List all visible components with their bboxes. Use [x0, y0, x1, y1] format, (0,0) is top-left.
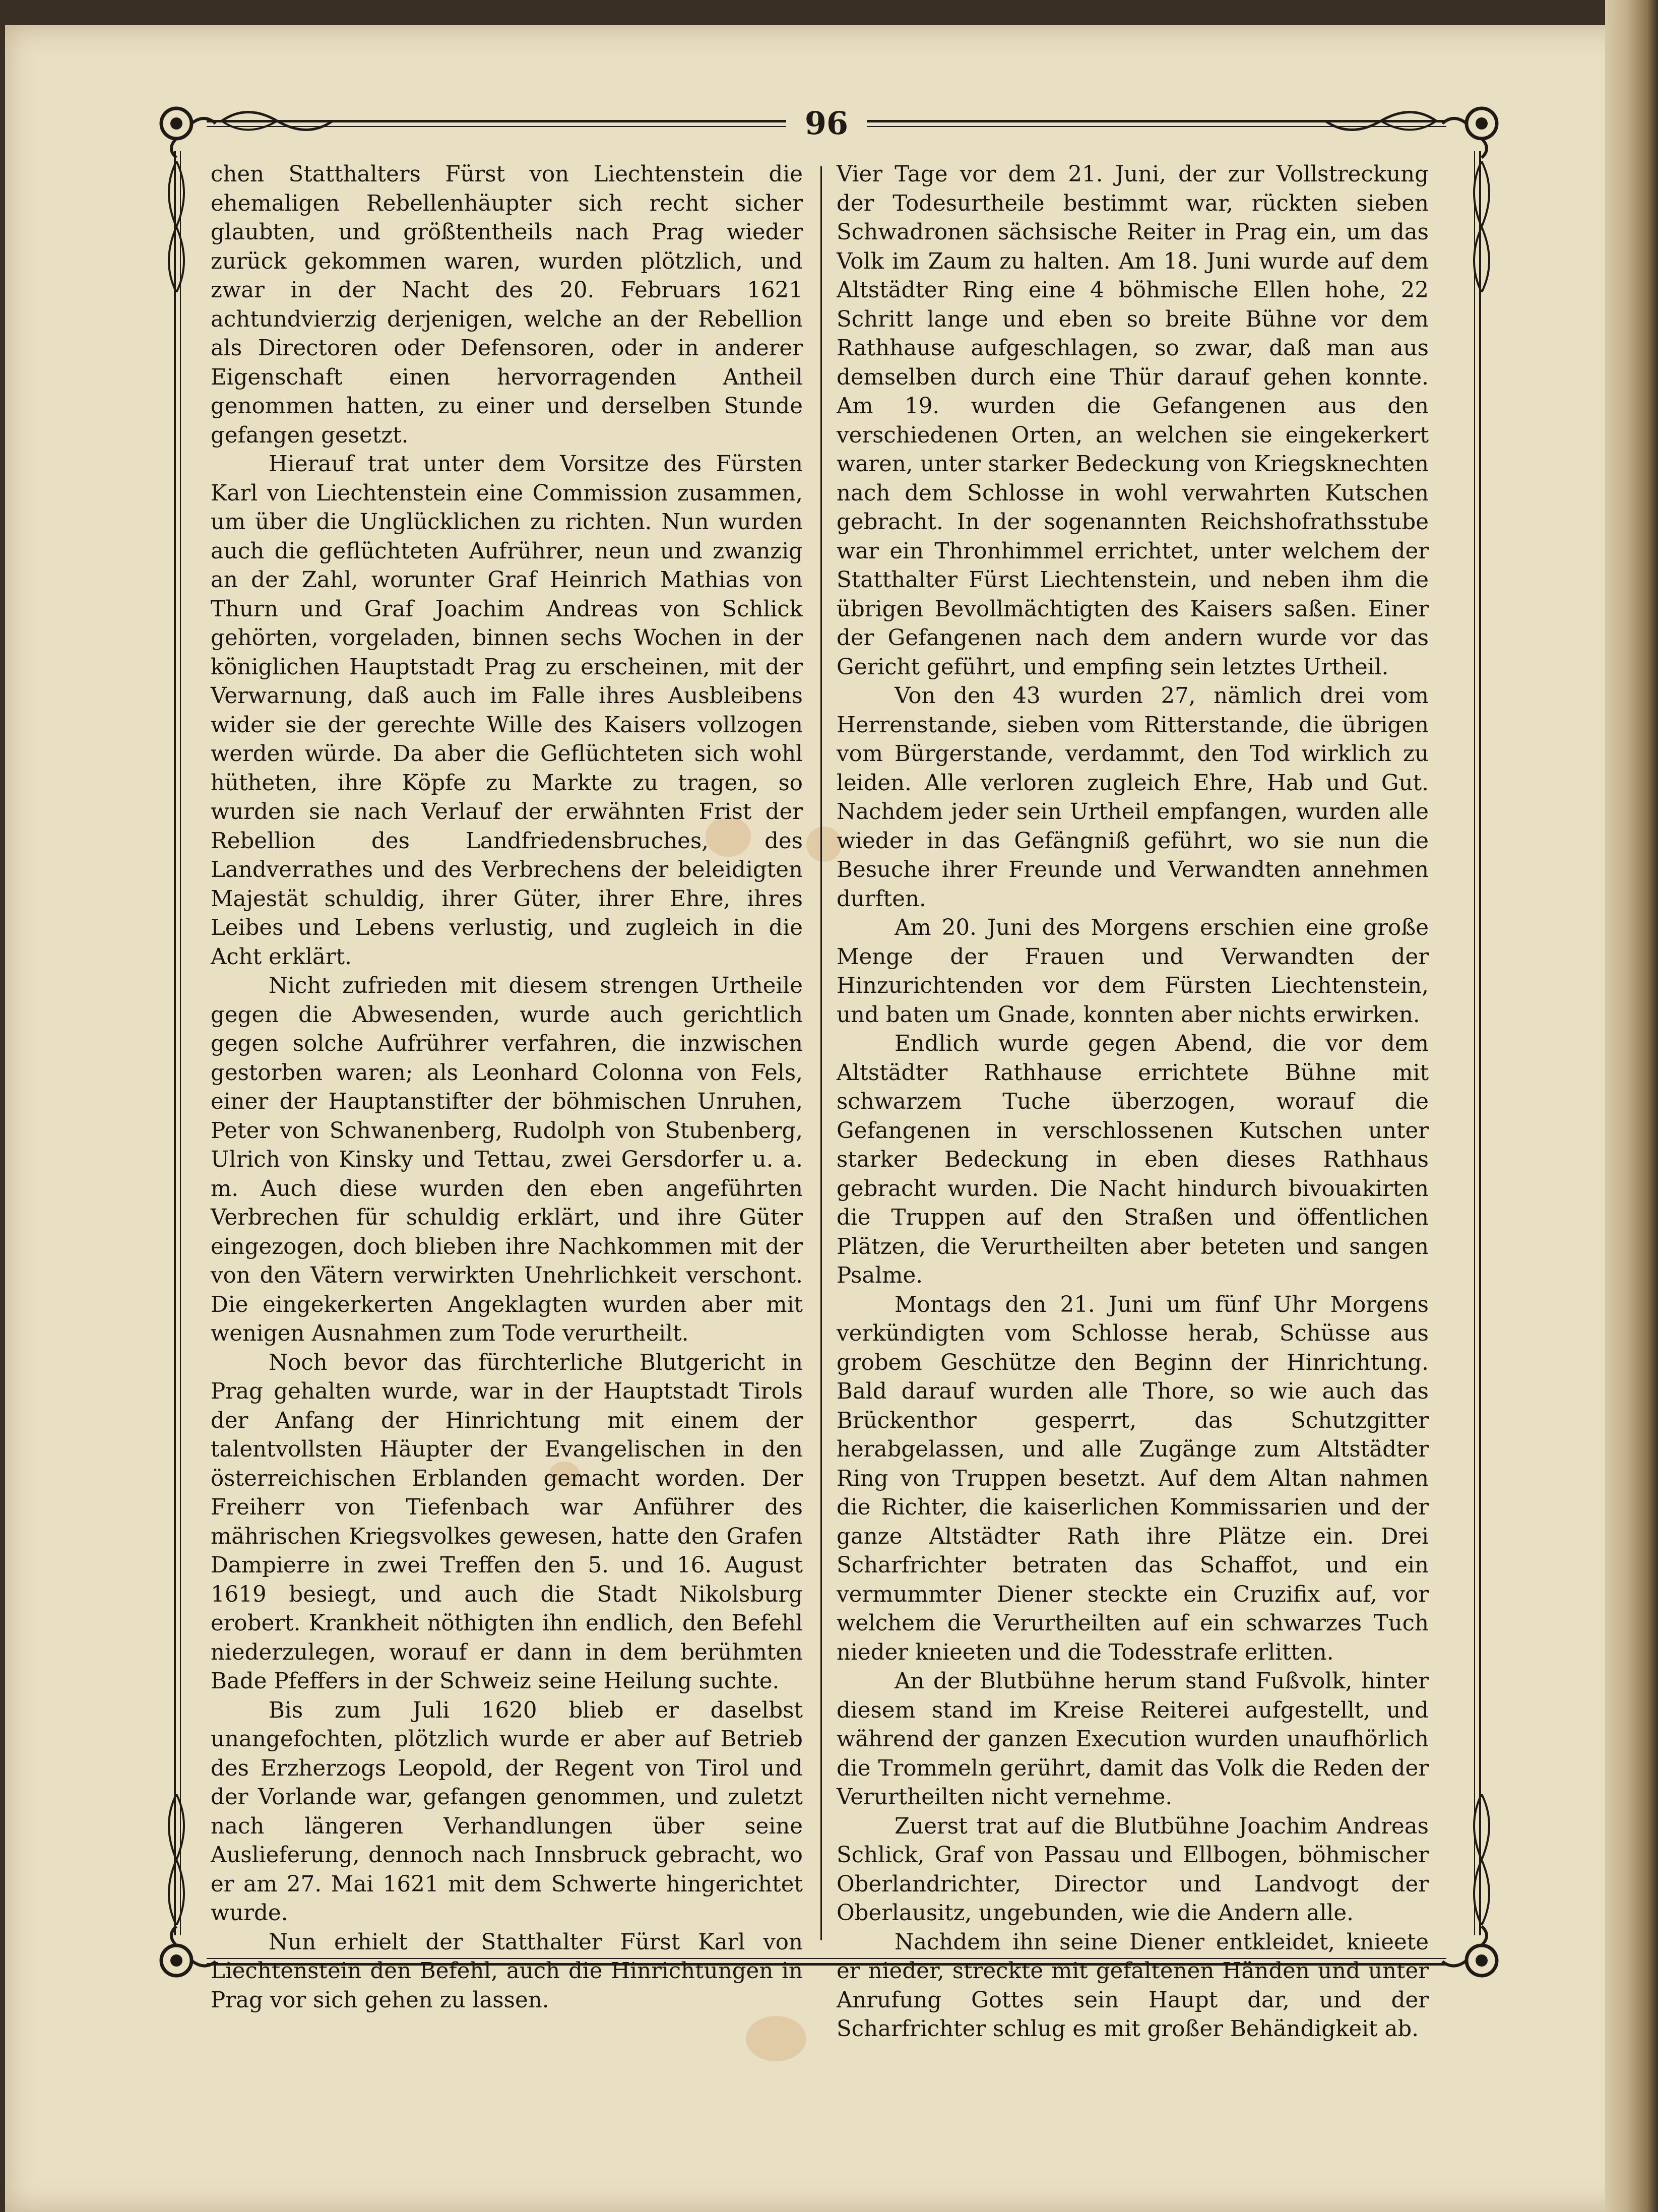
paragraph: chen Statthalters Fürst von Liechtenstein die ehemaligen Rebellenhäupter sich recht sicher glaubten, und größtentheils nach Prag wieder zurück gekommen waren, wurden plötzlich, und zwar in der Nacht des 20. Februars 1621 achtundvierzig derjenigen, welche an der Rebellion als Directoren oder Defensoren, oder in anderer Eigenschaft einen hervorragenden Antheil genommen hatten, zu einer und derselben Stunde gefangen gesetzt. — [211, 162, 803, 448]
paragraph: Vier Tage vor dem 21. Juni, der zur Vollstreckung der Todesurtheile bestimmt war, rückten sieben Schwadronen sächsische Reiter in Prag ein, um das Volk im Zaum zu halten. Am 18. Juni wurde auf dem Altstädter Ring eine 4 böhmische Ellen hohe, 22 Schritt lange und eben so breite Bühne vor dem Rathhause aufgeschlagen, so zwar, daß man aus demselben durch eine Thür darauf gehen konnte. Am 19. wurden die Gefangenen aus den verschiedenen Orten, an welchen sie eingekerkert waren, unter starker Bedeckung von Kriegsknechten nach dem Schlosse in wohl verwahrten Kutschen gebracht. In der sogenannten Reichshofrathsstube war ein Thronhimmel errichtet, unter welchem der Statthalter Fürst Liechtenstein, und neben ihm die übrigen Bevollmächtigten des Kaisers saßen. Einer der Gefangenen nach dem andern wurde vor das Gericht geführt, und empfing sein letztes Urtheil. — [837, 162, 1429, 680]
corner-ornament-icon — [1441, 1925, 1507, 1991]
paragraph: Am 20. Juni des Morgens erschien eine große Menge der Frauen und Verwandten der Hinzurichtenden vor dem Fürsten Liechtenstein, und baten um Gnade, konnten aber nichts erwirken. — [837, 915, 1429, 1028]
book-spine — [1605, 0, 1658, 2212]
page-number: 96 — [786, 96, 867, 151]
frame-right-rule — [1479, 151, 1481, 1935]
right-text-column — [837, 160, 1429, 2044]
paragraph: Nachdem ihn seine Diener entkleidet, knieete er nieder, streckte mit gefaltenen Händen und unter Anrufung Gottes sein Haupt dar, und der Scharfrichter schlug es mit großer Behändigkeit ab. — [837, 1929, 1429, 2042]
paragraph: Montags den 21. Juni um fünf Uhr Morgens verkündigten vom Schlosse herab, Schüsse aus grobem Geschütze den Beginn der Hinrichtung. Bald darauf wurden alle Thore, so wie auch das Brückenthor gesperrt, das Schutzgitter herabgelassen, und alle Zugänge zum Altstädter Ring von Truppen besetzt. Auf dem Altan nahmen die Richter, die kaiserlichen Kommissarien und der ganze Altstädter Rath ihre Plätze ein. Drei Scharfrichter betraten das Schaffot, und ein vermummter Diener steckte ein Cruzifix auf, vor welchem die Verurtheilten auf ein schwarzes Tuch nieder knieeten und die Todesstrafe erlitten. — [837, 1292, 1429, 1665]
frame-left-rule — [174, 151, 176, 1935]
frame-right-rule-thin — [1474, 151, 1475, 1935]
paragraph: Endlich wurde gegen Abend, die vor dem Altstädter Rathhause errichtete Bühne mit schwarzem Tuche überzogen, worauf die Gefangenen in verschlossenen Kutschen unter starker Bedeckung in eben dieses Rathhaus gebracht wurden. Die Nacht hindurch bivouakirten die Truppen auf den Straßen und öffentlichen Plätzen, die Verurtheilten aber beteten und sangen Psalme. — [837, 1031, 1429, 1288]
paragraph: Zuerst trat auf die Blutbühne Joachim Andreas Schlick, Graf von Passau und Ellbogen, böhmischer Oberlandrichter, Director und Landvogt der Oberlausitz, ungebunden, wie die Andern alle. — [837, 1813, 1429, 1926]
side-ornament-icon — [161, 161, 192, 292]
left-text-column — [211, 160, 803, 2015]
paragraph: An der Blutbühne herum stand Fußvolk, hinter diesem stand im Kreise Reiterei aufgestellt, und während der ganzen Execution wurden unaufhörlich die Trommeln gerührt, damit das Volk die Reden der Verurtheilten nicht vernehme. — [837, 1669, 1429, 1810]
side-ornament-icon — [161, 1794, 192, 1925]
side-ornament-icon — [1466, 1794, 1497, 1925]
paragraph: Noch bevor das fürchterliche Blutgericht in Prag gehalten wurde, war in der Hauptstadt Tirols der Anfang der Hinrichtung mit einem der talentvollsten Häupter der Evangelischen in den österreichischen Erblanden gemacht worden. Der Freiherr von Tiefenbach war Anführer des mährischen Kriegsvolkes gewesen, hatte den Grafen Dampierre in zwei Treffen den 5. und 16. August 1619 besiegt, und auch die Stadt Nikolsburg erobert. Krankheit nöthigten ihn endlich, den Befehl niederzulegen, worauf er dann in dem berühmten Bade Pfeffers in der Schweiz seine Heilung suchte. — [211, 1350, 803, 1694]
paragraph: Nun erhielt der Statthalter Fürst Karl von Liechtenstein den Befehl, auch die Hinrichtungen in Prag vor sich gehen zu lassen. — [211, 1929, 803, 2013]
side-ornament-icon — [1466, 161, 1497, 292]
paragraph: Von den 43 wurden 27, nämlich drei vom Herrenstande, sieben vom Ritterstande, die übrigen vom Bürgerstande, verdammt, den Tod wirklich zu leiden. Alle verloren zugleich Ehre, Hab und Gut. Nachdem jeder sein Urtheil empfangen, wurden alle wieder in das Gefängniß geführt, wo sie nun die Besuche ihrer Freunde und Verwandten annehmen durften. — [837, 683, 1429, 912]
corner-ornament-icon — [151, 1925, 217, 1991]
paragraph: Nicht zufrieden mit diesem strengen Urtheile gegen die Abwesenden, wurde auch gerichtlich gegen solche Aufrührer verfahren, die inzwischen gestorben waren; als Leonhard Colonna von Fels, einer der Hauptanstifter der böhmischen Unruhen, Peter von Schwanenberg, Rudolph von Stubenberg, Ulrich von Kinsky und Tettau, zwei Gersdorfer u. a. m. Auch diese wurden den eben angeführten Verbrechen für schuldig erklärt, und ihre Güter eingezogen, doch blieben ihre Nachkommen mit der von den Vätern verwirkten Unehrlichkeit verschont. Die eingekerkerten Angeklagten wurden aber mit wenigen Ausnahmen zum Tode verurtheilt. — [211, 973, 803, 1346]
header-flourish-icon — [217, 103, 338, 139]
frame-left-rule-thin — [180, 151, 181, 1935]
paragraph: Hierauf trat unter dem Vorsitze des Fürsten Karl von Liechtenstein eine Commission zusammen, um über die Unglücklichen zu richten. Nun wurden auch die geflüchteten Aufrührer, neun und zwanzig an der Zahl, worunter Graf Heinrich Mathias von Thurn und Graf Joachim Andreas von Schlick gehörten, vorgeladen, binnen sechs Wochen in der königlichen Hauptstadt Prag zu erscheinen, mit der Verwarnung, daß auch im Falle ihres Ausbleibens wider sie der gerechte Wille des Kaisers vollzogen werden würde. Da aber die Geflüchteten sich wohl hütheten, ihre Köpfe zu Markte zu tragen, so wurden sie nach Verlauf der erwähnten Frist der Rebellion des Landfriedensbruches, des Landverrathes und des Verbrechens der beleidigten Majestät schuldig, ihrer Güter, ihrer Ehre, ihres Leibes und Lebens verlustig, und zugleich in die Acht erklärt. — [211, 452, 803, 970]
paragraph: Bis zum Juli 1620 blieb er daselbst unangefochten, plötzlich wurde er aber auf Betrieb des Erzherzogs Leopold, der Regent von Tirol und der Vorlande war, gefangen genommen, und zuletzt nach längeren Verhandlungen über seine Auslieferung, dennoch nach Innsbruck gebracht, wo er am 27. Mai 1621 mit dem Schwerte hingerichtet wurde. — [211, 1697, 803, 1926]
paper-stain — [746, 2016, 806, 2061]
corner-ornament-icon — [151, 93, 217, 159]
column-divider — [820, 166, 822, 1940]
corner-ornament-icon — [1441, 93, 1507, 159]
header-flourish-icon — [1320, 103, 1441, 139]
